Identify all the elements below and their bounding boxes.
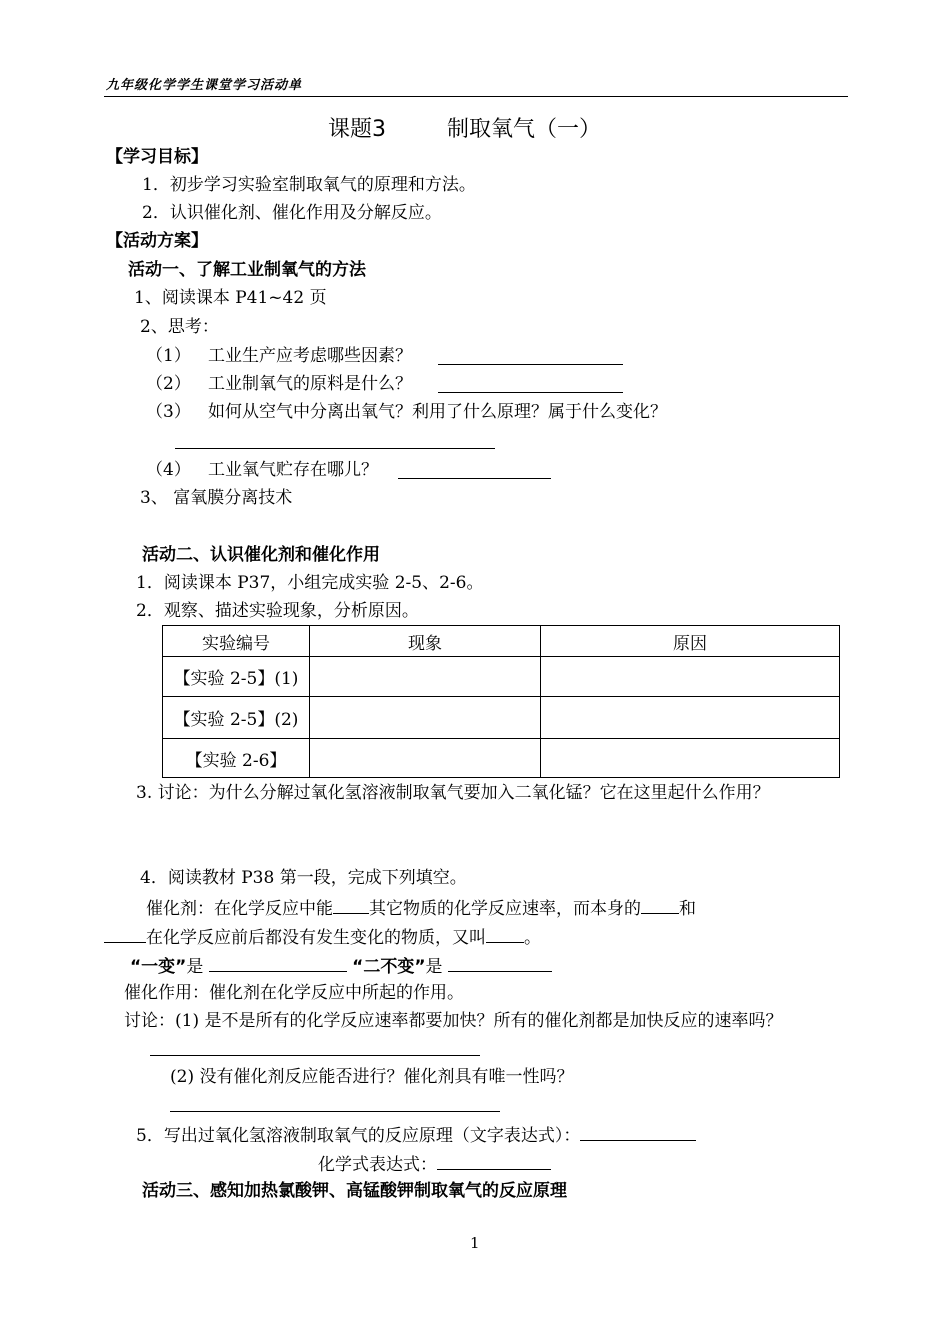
blank-unchanged-1[interactable] (641, 897, 679, 914)
q1-answer-blank[interactable] (438, 364, 623, 365)
change-summary-line (130, 955, 552, 977)
goal-item-2: 2．认识催化剂、催化作用及分解反应。 (142, 203, 442, 223)
catalysis-definition: 催化作用：催化剂在化学反应中所起的作用。 (124, 983, 464, 1003)
q1-number: （1） (146, 346, 191, 366)
phenomenon-cell[interactable] (310, 697, 541, 739)
goals-heading: 【学习目标】 (106, 147, 208, 167)
discussion-2-answer-blank[interactable] (170, 1111, 500, 1112)
activity2-heading: 活动二、认识催化剂和催化作用 (142, 545, 380, 565)
q4-answer-blank[interactable] (398, 478, 551, 479)
blank-alias[interactable] (486, 926, 524, 943)
formula-blank[interactable] (437, 1153, 551, 1170)
table-header-row (163, 626, 840, 657)
definition-part-d: 在化学反应前后都没有发生变化的物质，又叫 (146, 928, 486, 948)
activity2-step1: 1．阅读课本 P37，小组完成实验 2-5、2-6。 (136, 573, 484, 593)
two-unchanged-label: “二不变” (352, 957, 426, 977)
page-title: 制取氧气（一） (447, 117, 602, 142)
activity1-item3: 3、 富氧膜分离技术 (140, 488, 293, 508)
activity1-read: 1、阅读课本 P41~42 页 (134, 288, 327, 308)
experiment-table (162, 625, 840, 778)
one-change-is: 是 (186, 957, 204, 977)
phenomenon-cell[interactable] (310, 739, 541, 778)
phenomenon-cell[interactable] (310, 657, 541, 697)
blank-change-rate[interactable] (333, 897, 369, 914)
q4-number: （4） (146, 460, 191, 480)
definition-part-c: 和 (679, 899, 696, 919)
activity1-heading: 活动一、了解工业制氧气的方法 (128, 260, 366, 280)
definition-part-a: 催化剂：在化学反应中能 (146, 899, 333, 919)
page-number: 1 (470, 1234, 480, 1252)
header-rule (104, 96, 848, 97)
q1-text: 工业生产应考虑哪些因素？ (208, 346, 412, 366)
formula-line (318, 1153, 551, 1175)
table-row-label: 【实验 2-5】(1) (163, 657, 310, 697)
table-row (163, 657, 840, 697)
page-header: 九年级化学学生课堂学习活动单 (106, 78, 303, 93)
discussion-1-answer-blank[interactable] (150, 1055, 480, 1056)
definition-line-2 (104, 926, 541, 948)
title-lesson-number: 课题3 (328, 117, 386, 142)
table-row (163, 697, 840, 739)
table-row-label: 【实验 2-6】 (163, 739, 310, 778)
two-unchanged-is: 是 (425, 957, 443, 977)
activity2-step4: 4．阅读教材 P38 第一段，完成下列填空。 (140, 868, 467, 888)
table-header-cell: 实验编号 (163, 626, 310, 657)
definition-part-b: 其它物质的化学反应速率，而本身的 (369, 899, 641, 919)
word-equation-label: 5．写出过氧化氢溶液制取氧气的反应原理（文字表达式）： (136, 1126, 581, 1146)
reason-cell[interactable] (541, 739, 840, 778)
q3-number: （3） (146, 402, 191, 422)
table-header-cell: 原因 (541, 626, 840, 657)
goal-item-1: 1．初步学习实验室制取氧气的原理和方法。 (142, 175, 476, 195)
definition-line-1 (146, 897, 696, 919)
activity3-heading: 活动三、感知加热氯酸钾、高锰酸钾制取氧气的反应原理 (142, 1181, 567, 1201)
q2-answer-blank[interactable] (438, 392, 623, 393)
q4-text: 工业氧气贮存在哪儿？ (208, 460, 378, 480)
discussion-question-1: 讨论：(1) 是不是所有的化学反应速率都要加快？所有的催化剂都是加快反应的速率吗？ (124, 1011, 783, 1031)
discussion-question-2: (2) 没有催化剂反应能否进行？催化剂具有唯一性吗？ (170, 1067, 574, 1087)
plan-heading: 【活动方案】 (106, 231, 208, 251)
q2-number: （2） (146, 374, 191, 394)
formula-label: 化学式表达式： (318, 1155, 437, 1175)
reason-cell[interactable] (541, 657, 840, 697)
blank-one-change[interactable] (209, 955, 347, 972)
activity2-step3: 3. 讨论：为什么分解过氧化氢溶液制取氧气要加入二氧化锰？它在这里起什么作用？ (136, 783, 770, 803)
activity2-step2: 2．观察、描述实验现象，分析原因。 (136, 601, 419, 621)
q3-text: 如何从空气中分离出氧气？利用了什么原理？属于什么变化？ (208, 402, 667, 422)
blank-two-unchanged[interactable] (448, 955, 552, 972)
table-row (163, 739, 840, 778)
word-equation-blank[interactable] (580, 1124, 696, 1141)
reason-cell[interactable] (541, 697, 840, 739)
q2-text: 工业制氧气的原料是什么？ (208, 374, 412, 394)
activity1-think: 2、思考： (140, 317, 219, 337)
definition-part-e: 。 (524, 928, 541, 948)
blank-unchanged-2[interactable] (104, 926, 146, 943)
q3-answer-blank[interactable] (175, 448, 495, 449)
table-header-cell: 现象 (310, 626, 541, 657)
table-row-label: 【实验 2-5】(2) (163, 697, 310, 739)
activity2-step5 (136, 1124, 696, 1146)
one-change-label: “一变” (130, 957, 187, 977)
